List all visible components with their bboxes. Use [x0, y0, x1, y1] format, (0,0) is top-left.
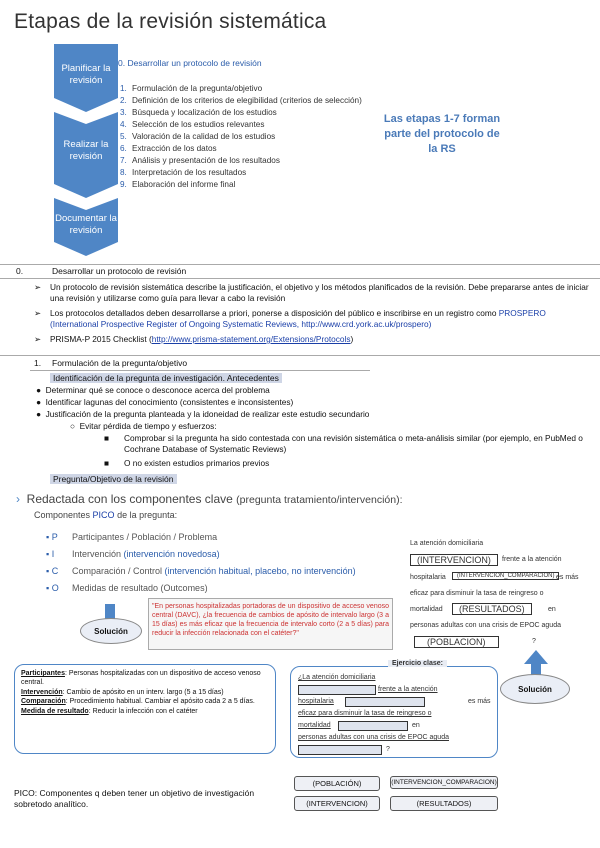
- example-question-mark: ?: [532, 638, 536, 645]
- step-number: 8.: [120, 168, 127, 177]
- c-text: : Procedimiento habitual. Cambiar el apósito cada 2 a 5 días.: [65, 698, 255, 706]
- step-number: 3.: [120, 108, 127, 117]
- section1-title: Formulación de la pregunta/objetivo: [52, 358, 188, 368]
- bullet-text: Evitar pérdida de tiempo y esfuerzos:: [79, 421, 217, 431]
- tag-comparacion: (INTERVENCION_COMPARACION): [452, 572, 559, 580]
- pico-text: Comparación / Control: [72, 566, 165, 576]
- components-c: de la pregunta:: [114, 510, 178, 520]
- chip-intervencion[interactable]: (INTERVENCION): [294, 796, 380, 811]
- tag-poblacion: (POBLACION): [414, 636, 499, 648]
- section0-num: 0.: [16, 266, 24, 276]
- example-hospitalaria: hospitalaria: [410, 574, 446, 581]
- step-number: 4.: [120, 120, 127, 129]
- solution-i: [21, 688, 269, 697]
- exercise-blank3[interactable]: [338, 721, 408, 731]
- example-frente: frente a la atención: [502, 556, 562, 563]
- chevron-label: Documentar la revisión: [55, 213, 117, 236]
- square-icon: ■: [104, 433, 110, 443]
- pico-row: [46, 532, 217, 542]
- rs-note: Las etapas 1-7 forman parte del protocolo de la RS: [383, 113, 501, 155]
- o-text: : Reducir la infección con el catéter: [88, 707, 198, 715]
- section1-bullet: ● Justificación de la pregunta planteada y la idoneidad de realizar este estudio secundario: [36, 409, 370, 419]
- section1-subbullet: ○ Evitar pérdida de tiempo y esfuerzos:: [70, 421, 217, 431]
- bullet2-text: Los protocolos detallados deben desarrollarse a priori, ponerse a disposición del público e inscribirse en un registro como: [50, 308, 497, 318]
- step-number: 7.: [120, 156, 127, 165]
- chevron-right-icon: ›: [16, 492, 20, 506]
- exercise-l2a: hospitalaria: [298, 698, 334, 705]
- example-line3: eficaz para disminuir la tasa de reingreso o: [410, 590, 544, 597]
- divider: [0, 355, 600, 356]
- exercise-l4a: mortalidad: [298, 722, 331, 729]
- square-icon: ■: [104, 458, 110, 468]
- section1-bullet: ● Identificar lagunas del conocimiento (consistentes e inconsistentes): [36, 397, 294, 407]
- bullet-text: Justificación de la pregunta planteada y la idoneidad de realizar este estudio secundario: [45, 409, 370, 419]
- arrow-icon: ➢: [34, 334, 41, 344]
- exercise-l1a: ¿La atención domiciliaria: [298, 674, 376, 681]
- exercise-blank2[interactable]: [345, 697, 425, 707]
- tag-resultados: (RESULTADOS): [452, 603, 532, 615]
- pico-heading-b: (pregunta tratamiento/intervención):: [236, 494, 403, 506]
- section1-sub: Identificación de la pregunta de investigación. Antecedentes: [50, 373, 282, 383]
- step-text: Formulación de la pregunta/objetivo: [132, 84, 263, 93]
- solution-c: [21, 697, 269, 706]
- step-item: [120, 132, 275, 141]
- step-item: [120, 120, 264, 129]
- exercise-blank1[interactable]: [298, 685, 376, 695]
- divider: [0, 264, 600, 265]
- bullet3-end: ): [350, 334, 354, 344]
- pico-text: Participantes / Población / Problema: [72, 532, 218, 542]
- exercise-l1b: frente a la atención: [378, 686, 438, 693]
- step-text: Definición de los criterios de elegibilidad (criterios de selección): [132, 96, 362, 105]
- section1-num: 1.: [34, 358, 42, 368]
- divider: [0, 278, 600, 279]
- example-line1: La atención domiciliaria: [410, 540, 484, 547]
- step-item: [120, 156, 280, 165]
- chevron-planificar: [54, 44, 118, 98]
- arrow-icon: ➢: [34, 282, 41, 292]
- pico-text: Intervención: [72, 549, 124, 559]
- pico-text: Medidas de resultado (Outcomes): [72, 583, 208, 593]
- section1-square2: O no existen estudios primarios previos: [124, 458, 270, 468]
- section1-square1: Comprobar si la pregunta ha sido contestada con una revisión sistemática o meta-análisis similar (por ejemplo, en PubMed o Cochrane Database of Systematic Reviews): [124, 433, 583, 455]
- step-text: Extracción de los datos: [132, 144, 217, 153]
- step-text: Valoración de la calidad de los estudios: [132, 132, 276, 141]
- divider: [30, 370, 370, 371]
- section1-bullet: ● Determinar qué se conoce o desconoce acerca del problema: [36, 385, 270, 395]
- pico-letter: ▪ I: [46, 549, 55, 559]
- step-item: [120, 84, 262, 93]
- exercise-blank4[interactable]: [298, 745, 382, 755]
- chevron-label: Realizar la revisión: [63, 139, 109, 162]
- steps-heading: 0. Desarrollar un protocolo de revisión: [118, 58, 262, 68]
- solution-box: [14, 664, 276, 754]
- section0-title: Desarrollar un protocolo de revisión: [52, 266, 187, 276]
- pico-letter: ▪ P: [46, 532, 58, 542]
- example-question: "En personas hospitalizadas portadoras de un dispositivo de acceso venoso central (DAVC), ¿la frecuencia de cambios de apósito de intervalo largo (3 a 15 días) es más eficaz que la frecuencia de intervalo corto (2 a 5 días) para reducir la infección relacionada con el catéter?": [148, 598, 393, 650]
- step-text: Búsqueda y localización de los estudios: [132, 108, 277, 117]
- chevron-realizar: [54, 112, 118, 184]
- step-number: 2.: [120, 96, 127, 105]
- pico-components: [34, 510, 177, 520]
- step-item: [120, 144, 217, 153]
- step-number: 9.: [120, 180, 127, 189]
- solution-button-2[interactable]: Solución: [500, 674, 570, 704]
- step-text: Elaboración del informe final: [132, 180, 236, 189]
- chip-resultados[interactable]: (RESULTADOS): [390, 796, 498, 811]
- pico-letter: ▪ C: [46, 566, 59, 576]
- step-text: Selección de los estudios relevantes: [132, 120, 265, 129]
- pico-letter: ▪ O: [46, 583, 59, 593]
- step-text: Análisis y presentación de los resultados: [132, 156, 280, 165]
- step-number: 5.: [120, 132, 127, 141]
- example-en: en: [548, 606, 556, 613]
- prospero-link[interactable]: PROSPERO (International Prospective Register of Ongoing Systematic Reviews, http://www.crd.york.ac.uk/prospero): [50, 308, 546, 330]
- exercise-l3: eficaz para disminuir la tasa de reingreso o: [298, 710, 432, 717]
- solution-p: [21, 669, 269, 688]
- i-label: Intervención: [21, 688, 63, 696]
- example-mortalidad: mortalidad: [410, 606, 443, 613]
- chevron-documentar: [54, 198, 118, 242]
- c-label: Comparación: [21, 698, 66, 706]
- exercise-l5: personas adultas con una crisis de EPOC aguda: [298, 734, 449, 741]
- pico-row: [46, 549, 220, 559]
- step-number: 6.: [120, 144, 127, 153]
- step-item: [120, 168, 246, 177]
- example-line5: personas adultas con una crisis de EPOC aguda: [410, 622, 561, 629]
- prisma-link[interactable]: http://www.prisma-statement.org/Extensions/Protocols: [151, 334, 351, 344]
- step-item: [120, 180, 235, 189]
- bullet-text: Identificar lagunas del conocimiento (consistentes e inconsistentes): [45, 397, 294, 407]
- section0-bullet2: [50, 308, 590, 330]
- chip-poblacion[interactable]: (POBLACIÓN): [294, 776, 380, 791]
- chevron-label: Planificar la revisión: [61, 63, 111, 86]
- solution-o: [21, 707, 269, 716]
- pico-note: (intervención novedosa): [123, 549, 220, 559]
- bullet3-text: PRISMA-P 2015 Checklist (: [50, 334, 152, 344]
- bullet-text: Determinar qué se conoce o desconoce acerca del problema: [45, 385, 270, 395]
- step-text: Interpretación de los resultados: [132, 168, 247, 177]
- pico-row: [46, 583, 208, 593]
- pico-row: [46, 566, 356, 576]
- arrow-icon: ➢: [34, 308, 41, 318]
- example-es-mas: es más: [556, 574, 579, 581]
- p-label: Participantes: [21, 670, 65, 677]
- pregunta-heading: Pregunta/Objetivo de la revisión: [50, 474, 177, 484]
- pico-heading: [16, 492, 403, 506]
- p-text: : Personas hospitalizadas con un dispositivo de acceso venoso central.: [21, 670, 261, 687]
- pico-heading-a: Redactada con los componentes clave: [26, 492, 233, 506]
- i-text: : Cambio de apósito en un interv. largo (5 a 15 días): [62, 688, 224, 696]
- exercise-l6: ?: [386, 746, 390, 753]
- section0-bullet3: [50, 334, 590, 345]
- o-label: Medida de resultado: [21, 707, 89, 715]
- chip-comparacion[interactable]: (INTERVENCION_COMPARACION): [390, 776, 498, 789]
- step-item: [120, 108, 277, 117]
- page-title: Etapas de la revisión sistemática: [14, 10, 327, 33]
- solution-button[interactable]: Solución: [80, 618, 142, 644]
- step-item: [120, 96, 362, 105]
- exercise-l4b: en: [412, 722, 420, 729]
- components-b: PICO: [92, 510, 115, 520]
- pico-summary: PICO: Componentes q deben tener un objetivo de investigación sobretodo analítico.: [14, 788, 255, 810]
- section0-bullet1: Un protocolo de revisión sistemática describe la justificación, el objetivo y los métodos planificados de la revisión. Debe prepararse antes de iniciar una revisión y utilizarse como guía para llevar a cabo la revisión: [50, 282, 589, 304]
- exercise-l2b: es más: [468, 698, 491, 705]
- exercise-header: Ejercicio clase:: [388, 660, 447, 667]
- tag-intervencion: (INTERVENCION): [410, 554, 498, 566]
- components-a: Componentes: [34, 510, 93, 520]
- step-number: 1.: [120, 84, 127, 93]
- pico-note: (intervención habitual, placebo, no intervención): [164, 566, 356, 576]
